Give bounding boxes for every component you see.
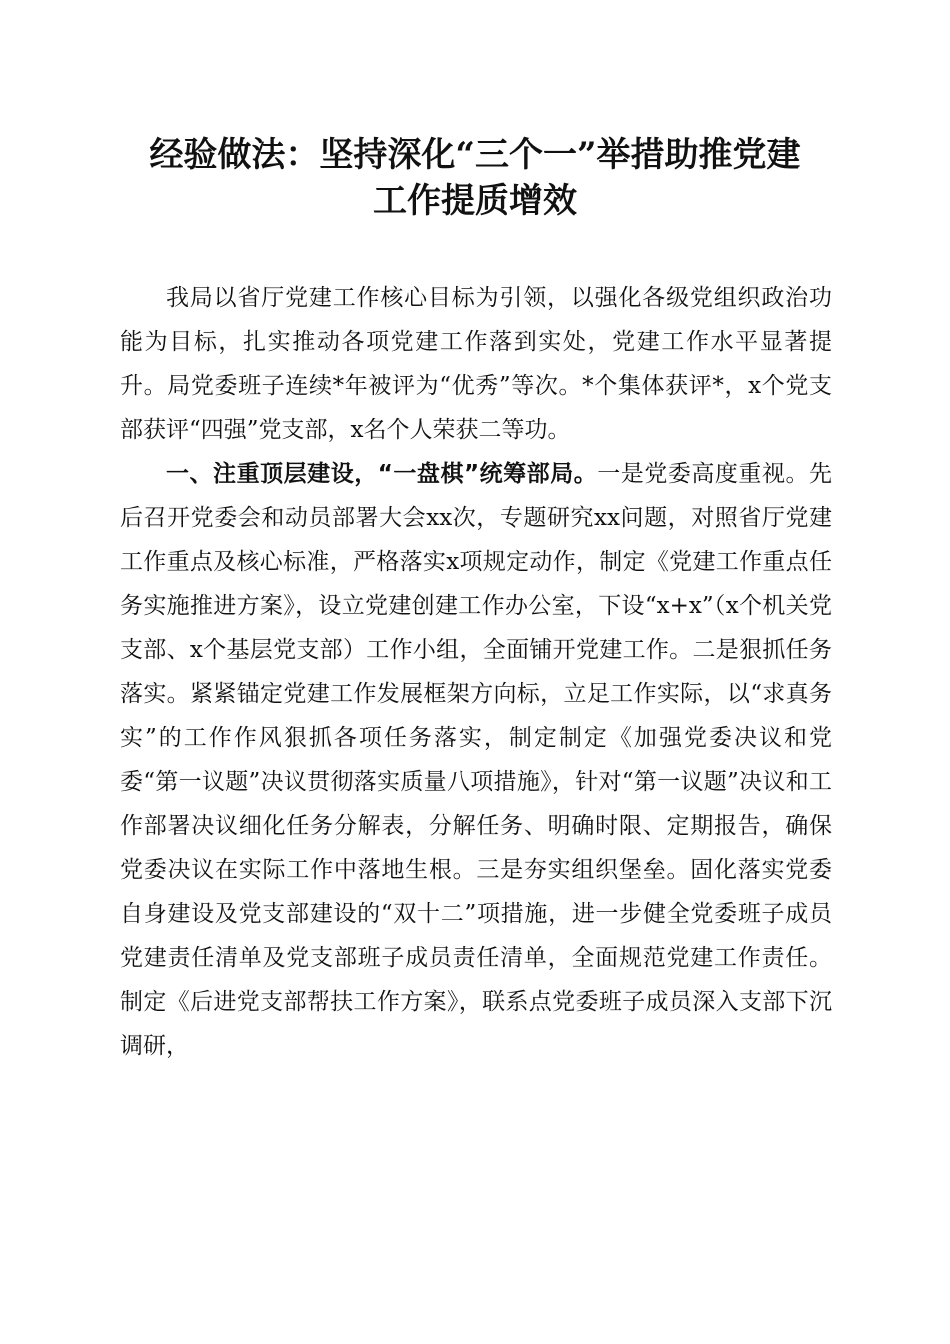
title-line-2: 工作提质增效 [373, 181, 577, 221]
section-1-body: 一是党委高度重视。先后召开党委会和动员部署大会xx次，专题研究xx问题，对照省厅党建工作重点及核心标准，严格落实x项规定动作，制定《党建工作重点任务实施推进方案》，设立党建创建工作办公室，下设“x+x”（x个机关党支部、x个基层党支部）工作小组，全面铺开党建工作。二是狠抓任务落实。紧紧锚定党建工作发展框架方向标，立足工作实际，以“求真务实”的工作作风狠抓各项任务落实，制定制定《加强党委决议和党委“第一议题”决议贯彻落实质量八项措施》，针对“第一议题”决议和工作部署决议细化任务分解表，分解任务、明确时限、定期报告，确保党委决议在实际工作中落地生根。三是夯实组织堡垒。固化落实党委自身建设及党支部建设的“双十二”项措施，进一步健全党委班子成员党建责任清单及党支部班子成员责任清单，全面规范党建工作责任。制定《后进党支部帮扶工作方案》，联系点党委班子成员深入支部下沉调研， [120, 461, 833, 1059]
document-body [120, 276, 832, 1068]
section-1-heading: 一、注重顶层建设，“一盘棋”统筹部局。 [166, 461, 598, 487]
intro-paragraph: 我局以省厅党建工作核心目标为引领，以强化各级党组织政治功能为目标，扎实推动各项党建工作落到实处，党建工作水平显著提升。局党委班子连续*年被评为“优秀”等次。*个集体获评*，x个党支部获评“四强”党支部，x名个人荣获二等功。 [120, 285, 832, 443]
section-1-paragraph [120, 452, 832, 1068]
title-line-1: 经验做法：坚持深化“三个一”举措助推党建 [149, 135, 801, 175]
document-title [100, 132, 850, 224]
